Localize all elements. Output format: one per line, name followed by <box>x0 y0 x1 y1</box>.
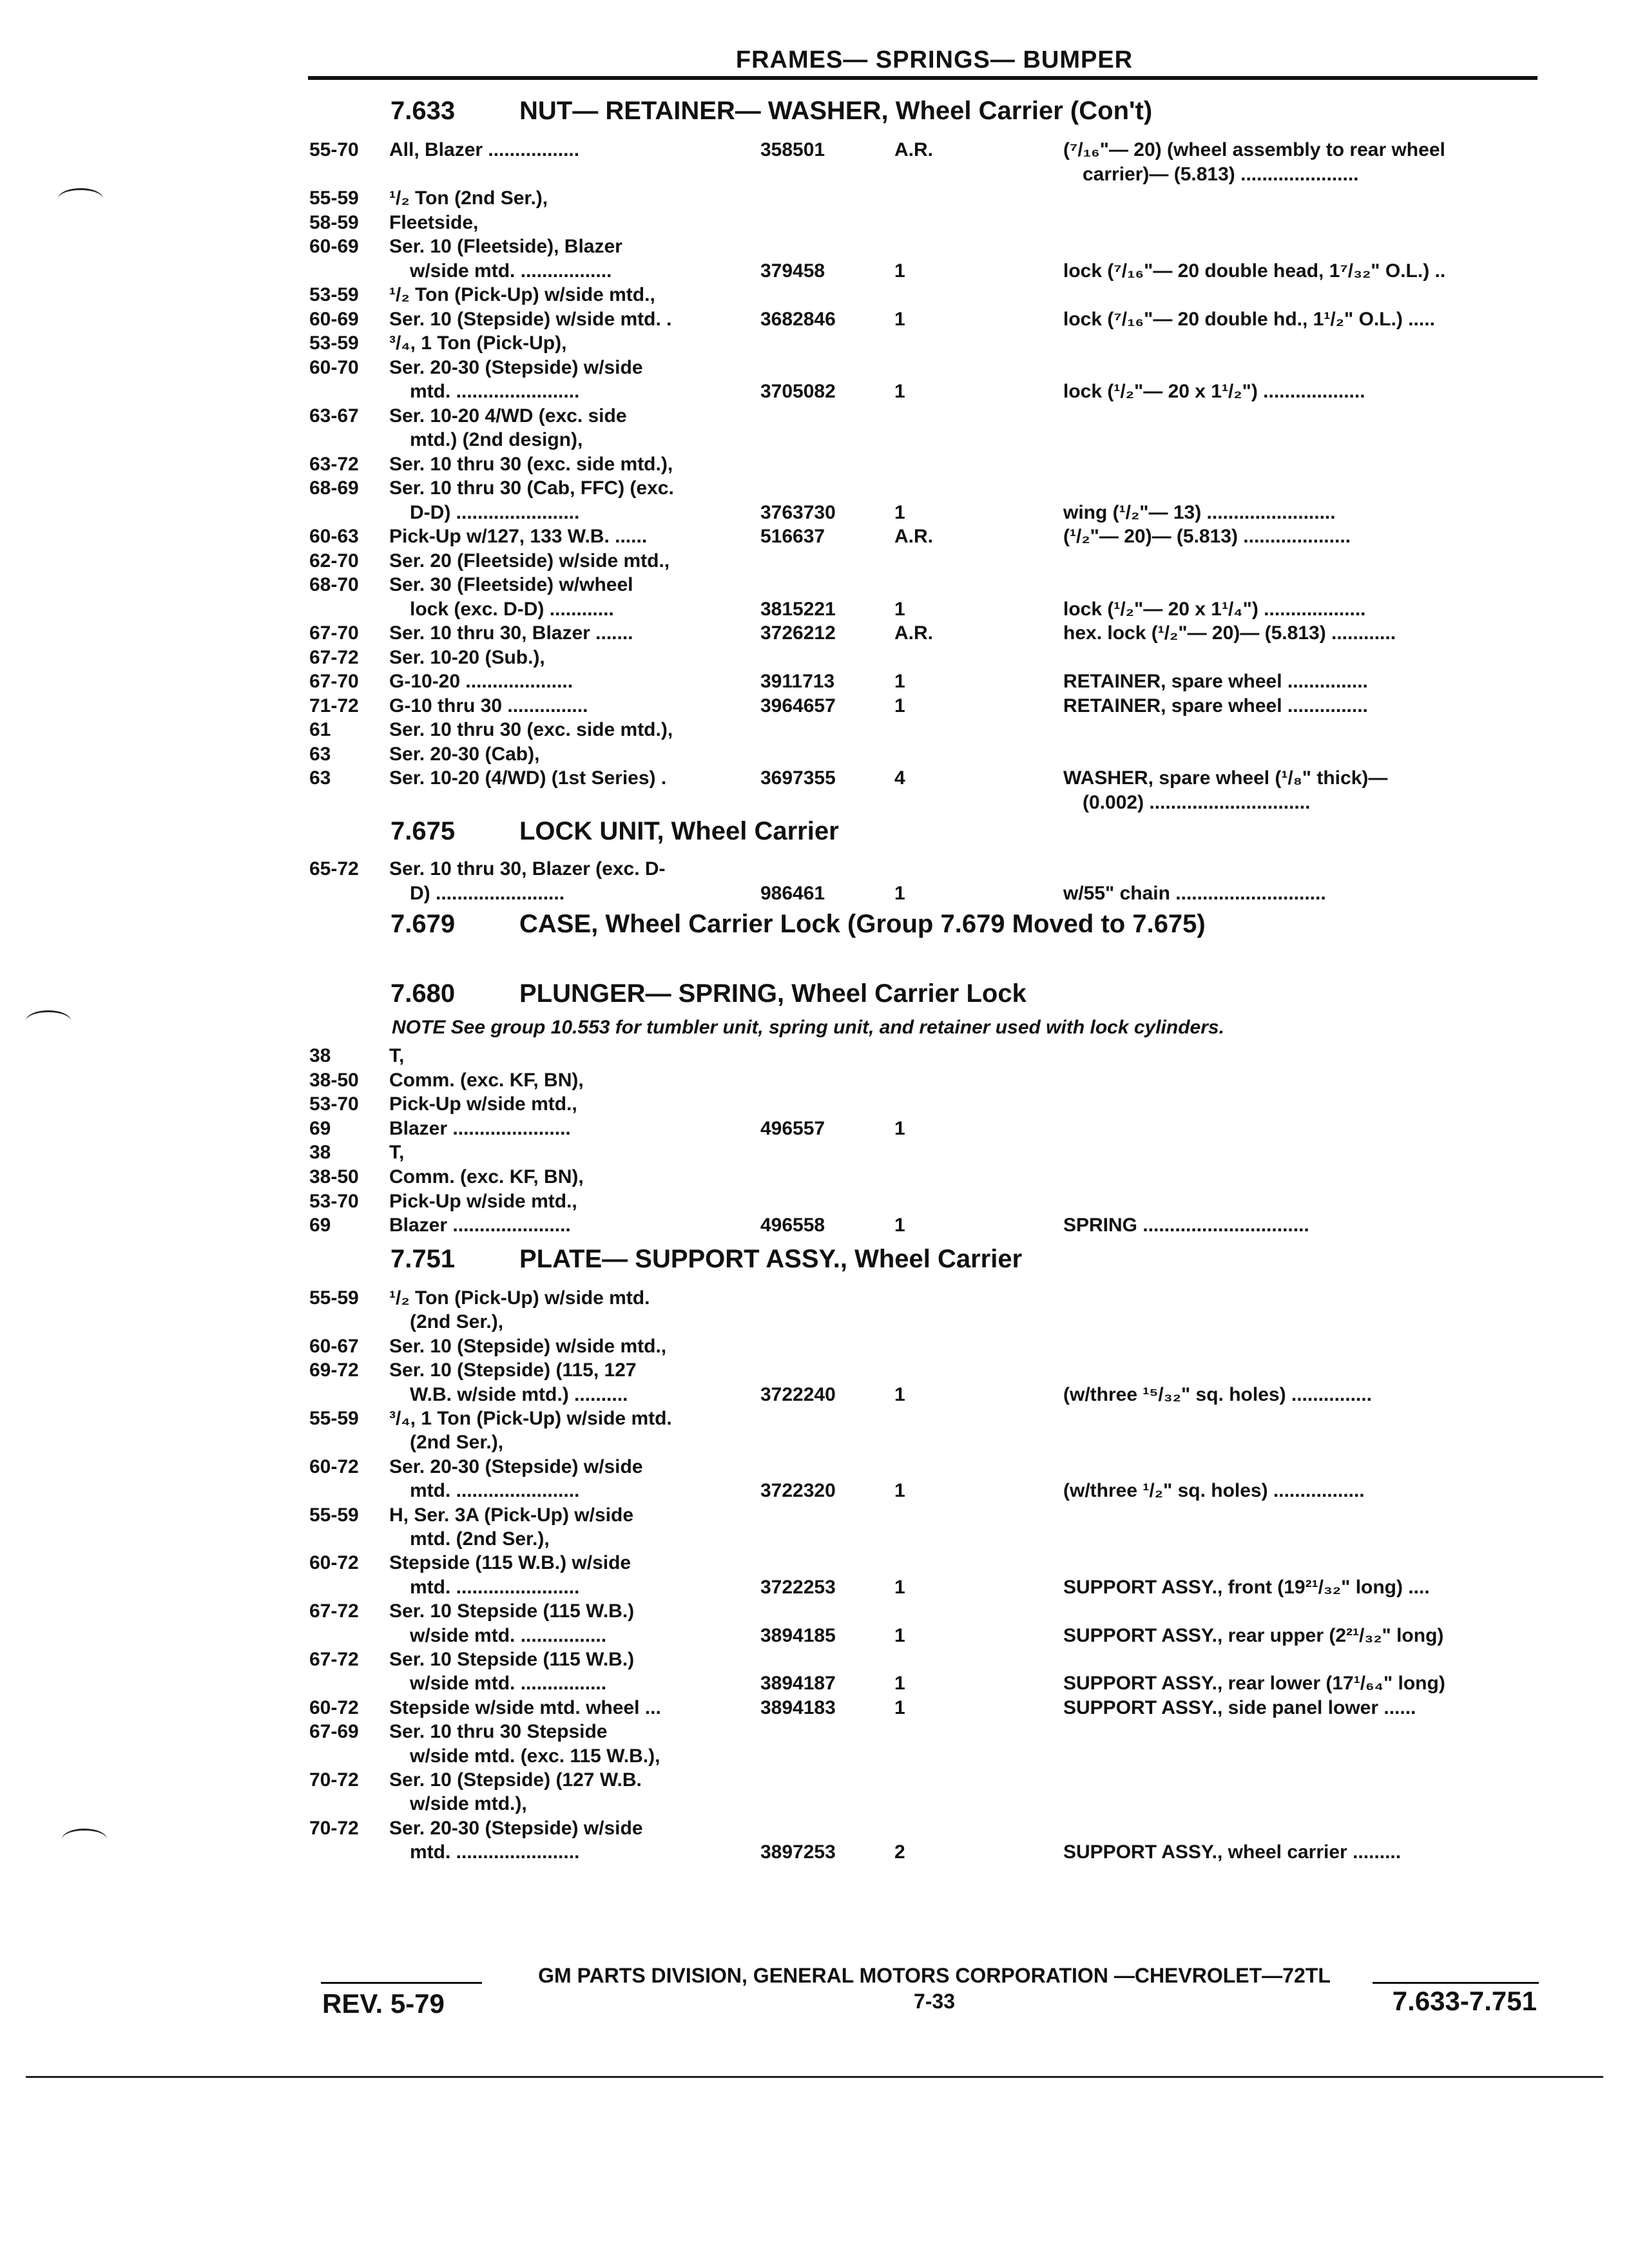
part-remark: SPRING ............................... <box>1063 1215 1309 1236</box>
quantity: 1 <box>894 1215 905 1236</box>
quantity: 1 <box>894 381 905 402</box>
part-remark: w/55" chain ............................ <box>1063 883 1326 904</box>
application-description: Pick-Up w/side mtd., <box>389 1093 577 1115</box>
quantity: A.R. <box>894 622 933 644</box>
application-description: Ser. 10 Stepside (115 W.B.) <box>389 1600 635 1622</box>
model-years: 60-69 <box>309 309 359 330</box>
application-description: Ser. 10 (Stepside) w/side mtd., <box>389 1336 667 1357</box>
quantity: A.R. <box>894 526 933 547</box>
parts-row <box>0 742 1629 767</box>
parts-row <box>0 1527 1629 1552</box>
model-years: 65-72 <box>309 858 359 879</box>
application-description: w/side mtd.), <box>410 1793 527 1814</box>
parts-row <box>0 646 1629 670</box>
part-number: 3697355 <box>760 767 836 789</box>
application-description: ¹/₂ Ton (Pick-Up) w/side mtd. <box>389 1287 650 1309</box>
application-description: T, <box>389 1142 405 1163</box>
quantity: 1 <box>894 599 905 620</box>
quantity: 1 <box>894 1697 905 1718</box>
parts-row <box>0 1213 1629 1238</box>
part-number: 3964657 <box>760 695 836 716</box>
section-heading <box>390 910 1206 939</box>
model-years: 68-69 <box>309 477 359 499</box>
parts-row <box>0 1286 1629 1311</box>
parts-row <box>0 162 1629 187</box>
model-years: 68-70 <box>309 574 359 595</box>
footer-publisher: GM PARTS DIVISION, GENERAL MOTORS CORPORATION —CHEVROLET—72TL <box>538 1964 1331 1987</box>
part-number: 3897253 <box>760 1841 836 1863</box>
section-number: 7.633 <box>390 97 456 125</box>
parts-row <box>0 1140 1629 1165</box>
parts-row <box>0 1768 1629 1792</box>
application-description: Ser. 10 thru 30, Blazer (exc. D- <box>389 858 666 879</box>
parts-row <box>0 573 1629 597</box>
part-number: 3894183 <box>760 1697 836 1718</box>
application-description: Pick-Up w/side mtd., <box>389 1191 577 1212</box>
application-description: Fleetside, <box>389 212 479 233</box>
part-number: 3705082 <box>760 381 836 402</box>
part-number: 3763730 <box>760 502 836 523</box>
model-years: 60-72 <box>309 1552 359 1573</box>
parts-row <box>0 1358 1629 1383</box>
parts-row <box>0 380 1629 404</box>
part-number: 986461 <box>760 883 825 904</box>
part-remark: lock (⁷/₁₆"— 20 double hd., 1¹/₂" O.L.) ..... <box>1063 309 1435 330</box>
part-number: 496558 <box>760 1215 825 1236</box>
model-years: 55-59 <box>309 1408 359 1429</box>
model-years: 63-67 <box>309 405 359 427</box>
part-remark: (¹/₂"— 20)— (5.813) .................... <box>1063 526 1351 547</box>
parts-row <box>0 1455 1629 1479</box>
parts-row <box>0 1165 1629 1189</box>
application-description: Ser. 10-20 4/WD (exc. side <box>389 405 627 427</box>
model-years: 53-59 <box>309 332 359 354</box>
parts-row <box>0 524 1629 549</box>
part-remark: WASHER, spare wheel (¹/₈" thick)— <box>1063 767 1388 789</box>
application-description: Ser. 20-30 (Cab), <box>389 744 540 765</box>
parts-row <box>0 476 1629 501</box>
footer-rule-left <box>321 1982 482 1984</box>
application-description: Stepside w/side mtd. wheel ... <box>389 1697 661 1718</box>
part-number: 3722253 <box>760 1577 836 1598</box>
parts-row <box>0 1068 1629 1093</box>
parts-row <box>0 766 1629 791</box>
model-years: 38-50 <box>309 1070 359 1091</box>
application-description: Comm. (exc. KF, BN), <box>389 1070 584 1091</box>
model-years: 63-72 <box>309 454 359 475</box>
parts-row <box>0 1334 1629 1359</box>
model-years: 62-70 <box>309 550 359 572</box>
application-description: w/side mtd. ................ <box>410 1625 607 1646</box>
model-years: 67-72 <box>309 1649 359 1670</box>
part-remark: lock (⁷/₁₆"— 20 double head, 1⁷/₃₂" O.L.) .. <box>1063 260 1446 282</box>
part-remark: (0.002) .............................. <box>1083 792 1311 813</box>
part-number: 3726212 <box>760 622 836 644</box>
section-title: CASE, Wheel Carrier Lock (Group 7.679 Moved to 7.675) <box>519 910 1206 938</box>
parts-row <box>0 331 1629 356</box>
application-description: Ser. 10 (Fleetside), Blazer <box>389 236 622 257</box>
model-years: 67-72 <box>309 1600 359 1622</box>
section-heading <box>390 97 1152 126</box>
application-description: Ser. 10 thru 30 (exc. side mtd.), <box>389 719 673 740</box>
quantity: 2 <box>894 1841 905 1863</box>
parts-row <box>0 1696 1629 1720</box>
parts-row <box>0 1310 1629 1334</box>
quantity: 1 <box>894 1118 905 1139</box>
model-years: 60-72 <box>309 1456 359 1477</box>
punch-hole-mark <box>62 1829 107 1850</box>
model-years: 67-69 <box>309 1721 359 1742</box>
quantity: 1 <box>894 502 905 523</box>
part-number: 3722320 <box>760 1480 836 1501</box>
application-description: ¹/₂ Ton (2nd Ser.), <box>389 187 548 209</box>
revision-label: REV. 5-79 <box>322 1988 445 2019</box>
parts-row <box>0 1720 1629 1744</box>
application-description: mtd. ....................... <box>410 1480 580 1501</box>
footer-rule-right <box>1373 1982 1539 1984</box>
model-years: 53-70 <box>309 1093 359 1115</box>
parts-row <box>0 1117 1629 1141</box>
section-number: 7.751 <box>390 1245 456 1273</box>
parts-row <box>0 694 1629 718</box>
section-heading <box>390 979 1027 1008</box>
application-description: w/side mtd. ................. <box>410 260 612 282</box>
model-years: 55-70 <box>309 139 359 160</box>
part-remark: (w/three ¹⁵/₃₂" sq. holes) ............... <box>1063 1384 1372 1405</box>
punch-hole-mark <box>26 1010 71 1032</box>
punch-hole-mark <box>58 188 103 209</box>
application-description: Comm. (exc. KF, BN), <box>389 1166 584 1187</box>
model-years: 60-63 <box>309 526 359 547</box>
parts-row <box>0 1407 1629 1431</box>
parts-row <box>0 1551 1629 1575</box>
application-description: ¹/₂ Ton (Pick-Up) w/side mtd., <box>389 284 655 305</box>
page-header-title: FRAMES— SPRINGS— BUMPER <box>735 46 1133 73</box>
parts-row <box>0 1671 1629 1696</box>
part-remark: SUPPORT ASSY., side panel lower ...... <box>1063 1697 1416 1718</box>
model-years: 67-70 <box>309 671 359 692</box>
parts-row <box>0 186 1629 211</box>
application-description: Ser. 10 (Stepside) (115, 127 <box>389 1360 637 1381</box>
application-description: Ser. 10 thru 30 (Cab, FFC) (exc. <box>389 477 674 499</box>
parts-row <box>0 1575 1629 1600</box>
part-number: 3911713 <box>760 671 835 692</box>
application-description: Ser. 10 (Stepside) (127 W.B. <box>389 1769 642 1791</box>
model-years: 67-72 <box>309 647 359 668</box>
application-description: Ser. 20-30 (Stepside) w/side <box>389 357 643 378</box>
model-years: 53-59 <box>309 284 359 305</box>
parts-row <box>0 1044 1629 1068</box>
part-remark: hex. lock (¹/₂"— 20)— (5.813) ............ <box>1063 622 1396 644</box>
model-years: 53-70 <box>309 1191 359 1212</box>
model-years: 55-59 <box>309 1504 359 1526</box>
application-description: Blazer ...................... <box>389 1215 571 1236</box>
parts-row <box>0 452 1629 477</box>
parts-row <box>0 669 1629 694</box>
section-number: 7.675 <box>390 817 456 845</box>
part-number: 3815221 <box>760 599 836 620</box>
parts-row <box>0 138 1629 162</box>
parts-row <box>0 621 1629 646</box>
quantity: A.R. <box>894 139 933 160</box>
application-description: mtd.) (2nd design), <box>410 429 583 450</box>
section-title: PLUNGER— SPRING, Wheel Carrier Lock <box>519 979 1027 1008</box>
page-number: 7-33 <box>913 1990 956 2013</box>
bottom-rule <box>26 2076 1603 2078</box>
parts-row <box>0 1430 1629 1455</box>
group-range: 7.633-7.751 <box>1392 1986 1537 2016</box>
application-description: H, Ser. 3A (Pick-Up) w/side <box>389 1504 633 1526</box>
application-description: Ser. 10 thru 30 (exc. side mtd.), <box>389 454 673 475</box>
part-remark: lock (¹/₂"— 20 x 1¹/₂") ................... <box>1063 381 1365 402</box>
quantity: 1 <box>894 1384 905 1405</box>
parts-row <box>0 718 1629 742</box>
application-description: Blazer ...................... <box>389 1118 571 1139</box>
application-description: Ser. 20 (Fleetside) w/side mtd., <box>389 550 670 572</box>
quantity: 4 <box>894 767 905 789</box>
part-remark: SUPPORT ASSY., rear upper (2²¹/₃₂" long) <box>1063 1625 1444 1646</box>
part-number: 496557 <box>760 1118 825 1139</box>
part-number: 3722240 <box>760 1384 836 1405</box>
part-number: 3682846 <box>760 309 836 330</box>
application-description: G-10 thru 30 ............... <box>389 695 588 716</box>
part-remark: RETAINER, spare wheel ............... <box>1063 671 1368 692</box>
model-years: 69 <box>309 1118 331 1139</box>
parts-row <box>0 259 1629 284</box>
model-years: 38 <box>309 1142 331 1163</box>
model-years: 70-72 <box>309 1769 359 1791</box>
quantity: 1 <box>894 1625 905 1646</box>
parts-row <box>0 881 1629 906</box>
application-description: Ser. 20-30 (Stepside) w/side <box>389 1818 643 1839</box>
section-heading <box>390 817 839 846</box>
header-rule <box>308 76 1537 80</box>
application-description: W.B. w/side mtd.) .......... <box>410 1384 628 1405</box>
parts-row <box>0 235 1629 259</box>
parts-row <box>0 1816 1629 1841</box>
section-number: 7.679 <box>390 910 456 938</box>
application-description: T, <box>389 1045 405 1066</box>
part-remark: carrier)— (5.813) ...................... <box>1083 164 1359 185</box>
part-number: 3894185 <box>760 1625 836 1646</box>
application-description: Ser. 20-30 (Stepside) w/side <box>389 1456 643 1477</box>
part-number: 3894187 <box>760 1673 836 1694</box>
application-description: Ser. 10 Stepside (115 W.B.) <box>389 1649 635 1670</box>
application-description: Ser. 10-20 (Sub.), <box>389 647 545 668</box>
parts-row <box>0 597 1629 622</box>
application-description: Pick-Up w/127, 133 W.B. ...... <box>389 526 648 547</box>
application-description: Ser. 10-20 (4/WD) (1st Series) . <box>389 767 667 789</box>
application-description: ³/₄, 1 Ton (Pick-Up), <box>389 332 567 354</box>
model-years: 61 <box>309 719 331 740</box>
model-years: 60-69 <box>309 236 359 257</box>
parts-row <box>0 1648 1629 1672</box>
application-description: w/side mtd. (exc. 115 W.B.), <box>410 1745 660 1767</box>
application-description: D) ........................ <box>410 883 565 904</box>
section-note: NOTE See group 10.553 for tumbler unit, spring unit, and retainer used with lock cylinders. <box>392 1017 1224 1038</box>
quantity: 1 <box>894 1480 905 1501</box>
quantity: 1 <box>894 309 905 330</box>
application-description: All, Blazer ................. <box>389 139 580 160</box>
section-number: 7.680 <box>390 979 456 1008</box>
quantity: 1 <box>894 883 905 904</box>
quantity: 1 <box>894 1577 905 1598</box>
application-description: D-D) ....................... <box>410 502 580 523</box>
part-remark: (⁷/₁₆"— 20) (wheel assembly to rear wheel <box>1063 139 1445 160</box>
section-title: NUT— RETAINER— WASHER, Wheel Carrier (Con't) <box>519 97 1153 125</box>
quantity: 1 <box>894 695 905 716</box>
parts-row <box>0 501 1629 525</box>
model-years: 69 <box>309 1215 331 1236</box>
part-remark: SUPPORT ASSY., front (19²¹/₃₂" long) .... <box>1063 1577 1430 1598</box>
section-heading <box>390 1245 1022 1274</box>
model-years: 71-72 <box>309 695 359 716</box>
application-description: Ser. 10 (Stepside) w/side mtd. . <box>389 309 672 330</box>
application-description: (2nd Ser.), <box>410 1311 504 1332</box>
application-description: mtd. (2nd Ser.), <box>410 1528 550 1550</box>
application-description: G-10-20 .................... <box>389 671 574 692</box>
part-remark: SUPPORT ASSY., rear lower (17¹/₆₄" long) <box>1063 1673 1445 1694</box>
parts-row <box>0 404 1629 428</box>
application-description: lock (exc. D-D) ............ <box>410 599 614 620</box>
parts-row <box>0 211 1629 235</box>
parts-row <box>0 1383 1629 1407</box>
part-remark: lock (¹/₂"— 20 x 1¹/₄") ................... <box>1063 599 1366 620</box>
part-remark: wing (¹/₂"— 13) ........................ <box>1063 502 1336 523</box>
application-description: Stepside (115 W.B.) w/side <box>389 1552 631 1573</box>
part-remark: RETAINER, spare wheel ............... <box>1063 695 1368 716</box>
part-remark: (w/three ¹/₂" sq. holes) ................. <box>1063 1480 1365 1501</box>
application-description: Ser. 10 thru 30 Stepside <box>389 1721 608 1742</box>
parts-row <box>0 1479 1629 1503</box>
parts-row <box>0 1792 1629 1816</box>
part-number: 516637 <box>760 526 825 547</box>
application-description: mtd. ....................... <box>410 1841 580 1863</box>
quantity: 1 <box>894 1673 905 1694</box>
part-remark: SUPPORT ASSY., wheel carrier ......... <box>1063 1841 1402 1863</box>
application-description: Ser. 30 (Fleetside) w/wheel <box>389 574 633 595</box>
parts-row <box>0 1503 1629 1528</box>
parts-row <box>0 549 1629 573</box>
model-years: 38-50 <box>309 1166 359 1187</box>
parts-row <box>0 1599 1629 1624</box>
model-years: 70-72 <box>309 1818 359 1839</box>
parts-row <box>0 428 1629 452</box>
application-description: mtd. ....................... <box>410 381 580 402</box>
model-years: 63 <box>309 744 331 765</box>
section-title: PLATE— SUPPORT ASSY., Wheel Carrier <box>519 1245 1023 1273</box>
model-years: 58-59 <box>309 212 359 233</box>
application-description: ³/₄, 1 Ton (Pick-Up) w/side mtd. <box>389 1408 672 1429</box>
parts-row <box>0 307 1629 332</box>
model-years: 63 <box>309 767 331 789</box>
model-years: 60-70 <box>309 357 359 378</box>
parts-row <box>0 356 1629 380</box>
model-years: 55-59 <box>309 1287 359 1309</box>
part-number: 379458 <box>760 260 825 282</box>
parts-row <box>0 1189 1629 1214</box>
model-years: 60-67 <box>309 1336 359 1357</box>
model-years: 55-59 <box>309 187 359 209</box>
application-description: mtd. ....................... <box>410 1577 580 1598</box>
parts-row <box>0 1744 1629 1769</box>
parts-row <box>0 1840 1629 1865</box>
parts-row <box>0 857 1629 881</box>
application-description: Ser. 10 thru 30, Blazer ....... <box>389 622 633 644</box>
quantity: 1 <box>894 260 905 282</box>
model-years: 69-72 <box>309 1360 359 1381</box>
model-years: 38 <box>309 1045 331 1066</box>
parts-row <box>0 1624 1629 1648</box>
parts-row <box>0 283 1629 307</box>
section-title: LOCK UNIT, Wheel Carrier <box>519 817 839 845</box>
quantity: 1 <box>894 671 905 692</box>
application-description: w/side mtd. ................ <box>410 1673 607 1694</box>
parts-row <box>0 791 1629 815</box>
model-years: 67-70 <box>309 622 359 644</box>
model-years: 60-72 <box>309 1697 359 1718</box>
application-description: (2nd Ser.), <box>410 1432 504 1453</box>
part-number: 358501 <box>760 139 825 160</box>
parts-row <box>0 1092 1629 1117</box>
